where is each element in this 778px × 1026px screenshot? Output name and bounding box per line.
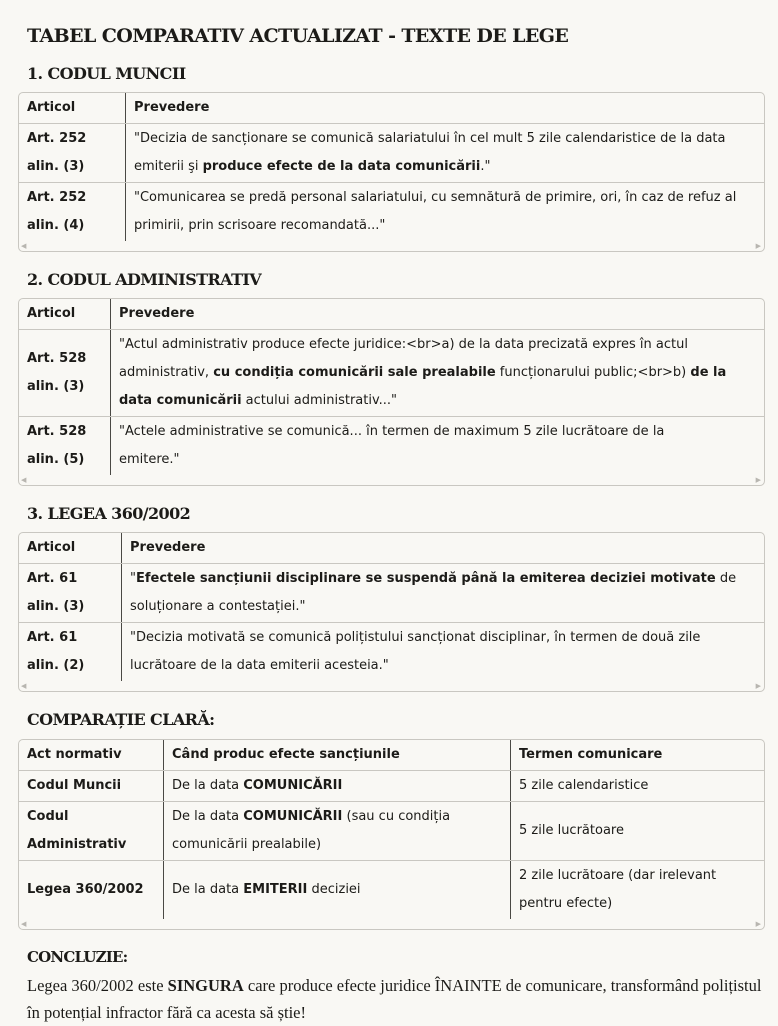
provision-cell <box>122 564 765 623</box>
act-cell: Codul Muncii <box>19 770 164 801</box>
article-cell: Art. 252 alin. (3) <box>19 123 126 182</box>
article-cell: Art. 528 alin. (5) <box>19 417 111 476</box>
article-cell: Art. 61 alin. (3) <box>19 564 122 623</box>
conclusion-bold: SINGURA <box>167 975 244 995</box>
table-legea-360[interactable] <box>18 532 765 692</box>
table-row <box>19 417 764 476</box>
conclusion-span: care produce efecte juridice ÎNAINTE de comunicare, transformând polițistul în potențial infractor fără ca acesta să știe! <box>27 975 762 1022</box>
header-prevedere: Prevedere <box>111 299 765 330</box>
header-articol: Articol <box>19 93 126 124</box>
provision-bold: cu condiția comunicării sale prealabile <box>213 365 496 381</box>
header-prevedere: Prevedere <box>122 533 765 564</box>
act-cell: Legea 360/2002 <box>19 860 164 919</box>
act-cell: Codul Administrativ <box>19 801 164 860</box>
table-row <box>19 860 764 919</box>
table-row <box>19 330 764 417</box>
effects-bold: COMUNICĂRII <box>243 777 343 793</box>
table-header-row <box>19 93 764 124</box>
table-row <box>19 770 764 801</box>
article-cell: Art. 252 alin. (4) <box>19 182 126 241</box>
table-header-row <box>19 533 764 564</box>
term-cell: 5 zile lucrătoare <box>511 801 765 860</box>
scroll-right-icon[interactable]: ▶ <box>755 476 761 485</box>
effects-text: De la data <box>172 777 244 793</box>
table-codul-administrativ[interactable] <box>18 298 765 486</box>
provision-text: actului administrativ..." <box>241 393 398 409</box>
comparison-heading: COMPARAȚIE CLARĂ: <box>27 710 215 730</box>
provision-text: ." <box>480 158 491 174</box>
table-row <box>19 801 764 860</box>
scroll-left-icon[interactable]: ◀ <box>21 682 27 691</box>
table-row <box>19 564 764 623</box>
page-title: TABEL COMPARATIV ACTUALIZAT - TEXTE DE LEGE <box>27 25 569 47</box>
effects-bold: EMITERII <box>243 881 308 897</box>
header-act-normativ: Act normativ <box>19 740 164 771</box>
scroll-right-icon[interactable]: ▶ <box>755 919 761 928</box>
term-cell: 2 zile lucrătoare (dar irelevant pentru efecte) <box>519 867 717 911</box>
table-codul-muncii[interactable] <box>18 92 765 252</box>
conclusion-text <box>27 972 764 1026</box>
scroll-left-icon[interactable]: ◀ <box>21 241 27 250</box>
provision-text: "Decizia de sancționare se comunică salariatului în cel mult 5 zile calendaristice de la data emiterii şi <box>134 130 726 174</box>
article-cell: Art. 61 alin. (2) <box>19 623 122 682</box>
effects-text: deciziei <box>307 881 361 897</box>
effects-text: (sau cu condiția comunicării prealabile) <box>172 808 451 852</box>
provision-text: funcționarului public;<br>b) <box>495 365 691 381</box>
term-cell: 5 zile calendaristice <box>511 770 765 801</box>
table-row <box>19 123 764 182</box>
section-heading-legea-360: 3. LEGEA 360/2002 <box>27 504 191 524</box>
conclusion-heading: CONCLUZIE: <box>27 947 128 966</box>
effects-cell <box>164 770 511 801</box>
table-header-row <box>19 740 764 771</box>
provision-text: "Actul administrativ produce efecte juridice:<br>a) de la data precizată expres în actul administrativ, <box>119 337 688 381</box>
provision-cell: "Comunicarea se predă personal salariatului, cu semnătură de primire, ori, în caz de refuz al primirii, prin scrisoare recomandată..." <box>134 189 737 233</box>
effects-cell <box>164 801 511 860</box>
provision-bold: produce efecte de la data comunicării <box>202 158 481 174</box>
header-efecte: Când produc efecte sancțiunile <box>164 740 511 771</box>
table-row <box>19 182 764 241</box>
provision-bold: de la data comunicării <box>119 365 727 409</box>
provision-cell: "Actele administrative se comunică... în termen de maximum 5 zile lucrătoare de la emitere." <box>119 424 665 468</box>
header-articol: Articol <box>19 533 122 564</box>
provision-bold: Efectele sancțiunii disciplinare se suspendă până la emiterea deciziei motivate <box>135 571 716 587</box>
article-cell: Art. 528 alin. (3) <box>19 330 111 417</box>
header-prevedere: Prevedere <box>126 93 765 124</box>
provision-text: de soluționare a contestației." <box>130 571 737 615</box>
conclusion-span: Legea 360/2002 este <box>27 975 168 995</box>
table-header-row <box>19 299 764 330</box>
header-termen: Termen comunicare <box>511 740 765 771</box>
section-heading-codul-administrativ: 2. CODUL ADMINISTRATIV <box>27 269 262 289</box>
scroll-left-icon[interactable]: ◀ <box>21 476 27 485</box>
provision-cell: "Decizia motivată se comunică polițistului sancționat disciplinar, în termen de două zile lucrătoare de la data emiterii acesteia." <box>130 630 701 674</box>
header-articol: Articol <box>19 299 111 330</box>
table-row <box>19 623 764 682</box>
scroll-left-icon[interactable]: ◀ <box>21 919 27 928</box>
comparison-table[interactable] <box>18 739 765 930</box>
provision-cell <box>111 330 765 417</box>
scroll-right-icon[interactable]: ▶ <box>755 241 761 250</box>
effects-text: De la data <box>172 881 244 897</box>
provision-text: " <box>130 571 136 587</box>
effects-cell <box>164 860 511 919</box>
effects-bold: COMUNICĂRII <box>243 808 343 824</box>
scroll-right-icon[interactable]: ▶ <box>755 682 761 691</box>
effects-text: De la data <box>172 808 244 824</box>
provision-cell <box>126 123 765 182</box>
section-heading-codul-muncii: 1. CODUL MUNCII <box>27 63 186 83</box>
